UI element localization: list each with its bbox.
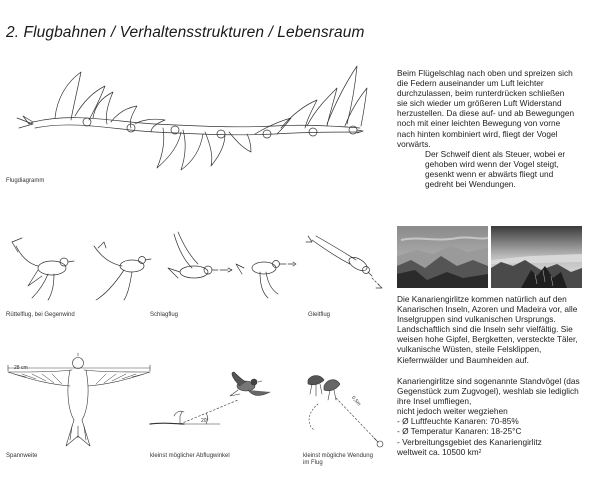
- habitat-facts: [397, 376, 583, 457]
- caption-takeoff: kleinst möglicher Abflugwinkel: [150, 453, 230, 459]
- caption-glide: Gleitflug: [308, 312, 331, 318]
- turn-measure: 0,5m: [350, 394, 362, 408]
- takeoff-bird-sketch: [150, 372, 280, 436]
- flight-paragraph-1: Beim Flügelschlag nach oben und spreizen sich die Federn auseinander um Luft leichter durchzulassen, beim runterdrücken schließen sie sich wieder um größeren Luft Widerstand herzustellen. Da diese auf- und ab Bewegungen noch mit einer leichten Bewegung von vorne nach hinten kombiniert wird, fliegt der Vogel vorwärts.: [397, 68, 575, 149]
- page-title: 2. Flugbahnen / Verhaltensstrukturen / Lebensraum: [6, 24, 365, 41]
- fact-area-a: - Verbreitungsgebiet des Kanariengirlitz: [397, 436, 542, 447]
- fact-humidity: - Ø Luftfeuchte Kanaren: 70-85%: [397, 416, 519, 427]
- habitat-paragraph-2: Kanariengirlitze sind sogenannte Standvögel (das Gegenstück zum Zugvogel), weshlab sie lediglich ihre Insel umfliegen,: [397, 376, 580, 407]
- caption-flight-diagram: Flugdiagramm: [6, 178, 45, 184]
- wingspan-measure: 28 cm: [14, 365, 28, 371]
- glide-bird-sketch: [302, 228, 392, 308]
- flight-paragraph-2: Der Schweif dient als Steuer, wobei er gehoben wird wenn der Vogel steigt, gesenkt wenn er abwärts fliegt und gedreht bei Wendungen.: [425, 148, 566, 190]
- fact-area-sup: 2: [478, 448, 482, 455]
- fact-area-b: weltweit ca. 10500 km: [397, 446, 479, 457]
- caption-wingspan: Spannweite: [6, 453, 38, 459]
- habitat-text: [397, 294, 583, 365]
- fact-temperature: - Ø Temperatur Kanaren: 18-25°C: [397, 426, 522, 437]
- cliff-coast-photo: [491, 226, 582, 288]
- flap-bird-sketch: [148, 228, 296, 308]
- habitat-paragraph-1: Die Kanariengirlitze kommen natürlich auf den Kanarischen Inseln, Azoren und Madeira vor, alle Inselgruppen sind vulkanischen Ursprungs. Landschaftlich sind die Inseln sehr vielfältig. Sie weisen hohe Gipfel, Bergketten, versteckte Täler, vulkanische Wüsten, steile Felsklippen, Kiefernwälder und Baumheiden auf.: [397, 294, 578, 365]
- caption-hover: Rüttelflug, bei Gegenwind: [6, 312, 75, 318]
- mountain-landscape-photo: [397, 226, 488, 288]
- caption-turn-line1: kleinst mögliche Wendung: [303, 453, 373, 459]
- spread-wings-bird-sketch: [6, 350, 152, 450]
- flight-sequence-sketch: [15, 58, 385, 188]
- fact-area-b-wrap: [397, 447, 583, 457]
- caption-flap: Schlagflug: [150, 312, 179, 318]
- flight-text: [397, 68, 577, 189]
- hover-bird-sketch: [8, 228, 158, 308]
- caption-turn-line2: im Flug: [303, 460, 323, 466]
- habitat-paragraph-2-line2: nicht jedoch weiter wegziehen: [397, 406, 508, 417]
- takeoff-angle: 20°: [201, 418, 209, 424]
- turning-bird-sketch: [298, 372, 390, 452]
